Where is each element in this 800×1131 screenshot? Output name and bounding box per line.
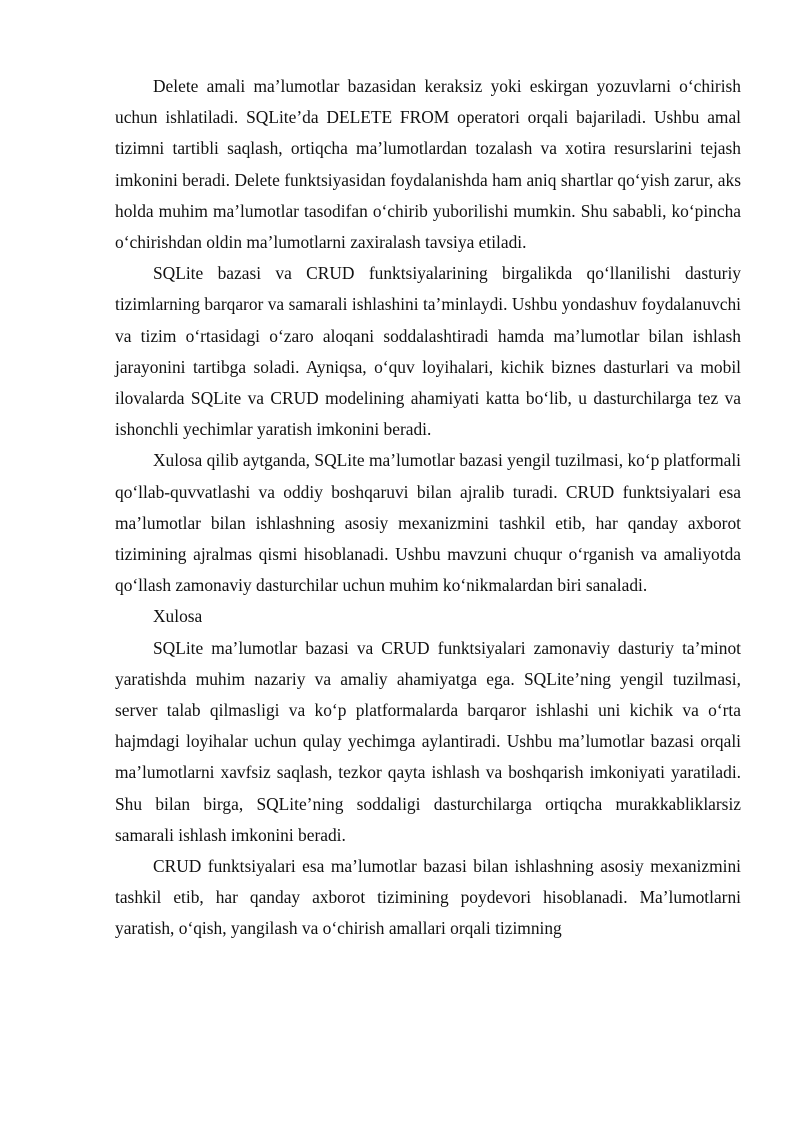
paragraph-summary: Xulosa qilib aytganda, SQLite maʼlumotlar bazasi yengil tuzilmasi, koʻp platformali qoʻllab-quvvatlashi va oddiy boshqaruvi bilan ajralib turadi. CRUD funktsiyalari esa maʼlumotlar bilan ishlashning asosiy mexanizmini tashkil etib, har qanday axborot tizimining ajralmas qismi hisoblanadi. Ushbu mavzuni chuqur oʻrganish va amaliyotda qoʻllash zamonaviy dasturchilar uchun muhim koʻnikmalardan biri sanaladi. xyxy=(115,450,741,596)
paragraph-conclusion-crud: CRUD funktsiyalari esa maʼlumotlar bazasi bilan ishlashning asosiy mexanizmini tashkil etib, har qanday axborot tizimining poydevori hisoblanadi. Maʼlumotlarni yaratish, oʻqish, yangilash va oʻchirish amallari orqali tizimning xyxy=(115,856,741,939)
paragraph-delete-operation: Delete amali maʼlumotlar bazasidan keraksiz yoki eskirgan yozuvlarni oʻchirish uchun ishlatiladi. SQLiteʼda DELETE FROM operatori orqali bajariladi. Ushbu amal tizimni tartibli saqlash, ortiqcha maʼlumotlardan tozalash va xotira resurslarini tejash imkonini beradi. Delete funktsiyasidan foydalanishda ham aniq shartlar qoʻyish zarur, aks holda muhim maʼlumotlar tasodifan oʻchirib yuborilishi mumkin. Shu sababli, koʻpincha oʻchirishdan oldin maʼlumotlarni zaxiralash tavsiya etiladi. xyxy=(115,76,741,253)
paragraph-sqlite-crud-usage: SQLite bazasi va CRUD funktsiyalarining birgalikda qoʻllanilishi dasturiy tizimlarning barqaror va samarali ishlashini taʼminlaydi. Ushbu yondashuv foydalanuvchi va tizim oʻrtasidagi oʻzaro aloqani soddalashtiradi hamda maʼlumotlar bilan ishlash jarayonini tartibga soladi. Ayniqsa, oʻquv loyihalari, kichik biznes dasturlari va mobil ilovalarda SQLite va CRUD modelining ahamiyati katta boʻlib, u dasturchilarga tez va ishonchli yechimlar yaratish imkonini beradi. xyxy=(115,263,741,440)
section-heading-conclusion: Xulosa xyxy=(153,606,203,627)
document-body xyxy=(115,71,741,945)
paragraph-conclusion-sqlite: SQLite maʼlumotlar bazasi va CRUD funktsiyalari zamonaviy dasturiy taʼminot yaratishda muhim nazariy va amaliy ahamiyatga ega. SQLiteʼning yengil tuzilmasi, server talab qilmasligi va koʻp platformalarda barqaror ishlashi uni kichik va oʻrta hajmdagi loyihalar uchun qulay yechimga aylantiradi. Ushbu maʼlumotlar bazasi orqali maʼlumotlarni xavfsiz saqlash, tezkor qayta ishlash va boshqarish imkoniyati yaratiladi. Shu bilan birga, SQLiteʼning soddaligi dasturchilarga ortiqcha murakkabliklarsiz samarali ishlash imkonini beradi. xyxy=(115,637,741,845)
